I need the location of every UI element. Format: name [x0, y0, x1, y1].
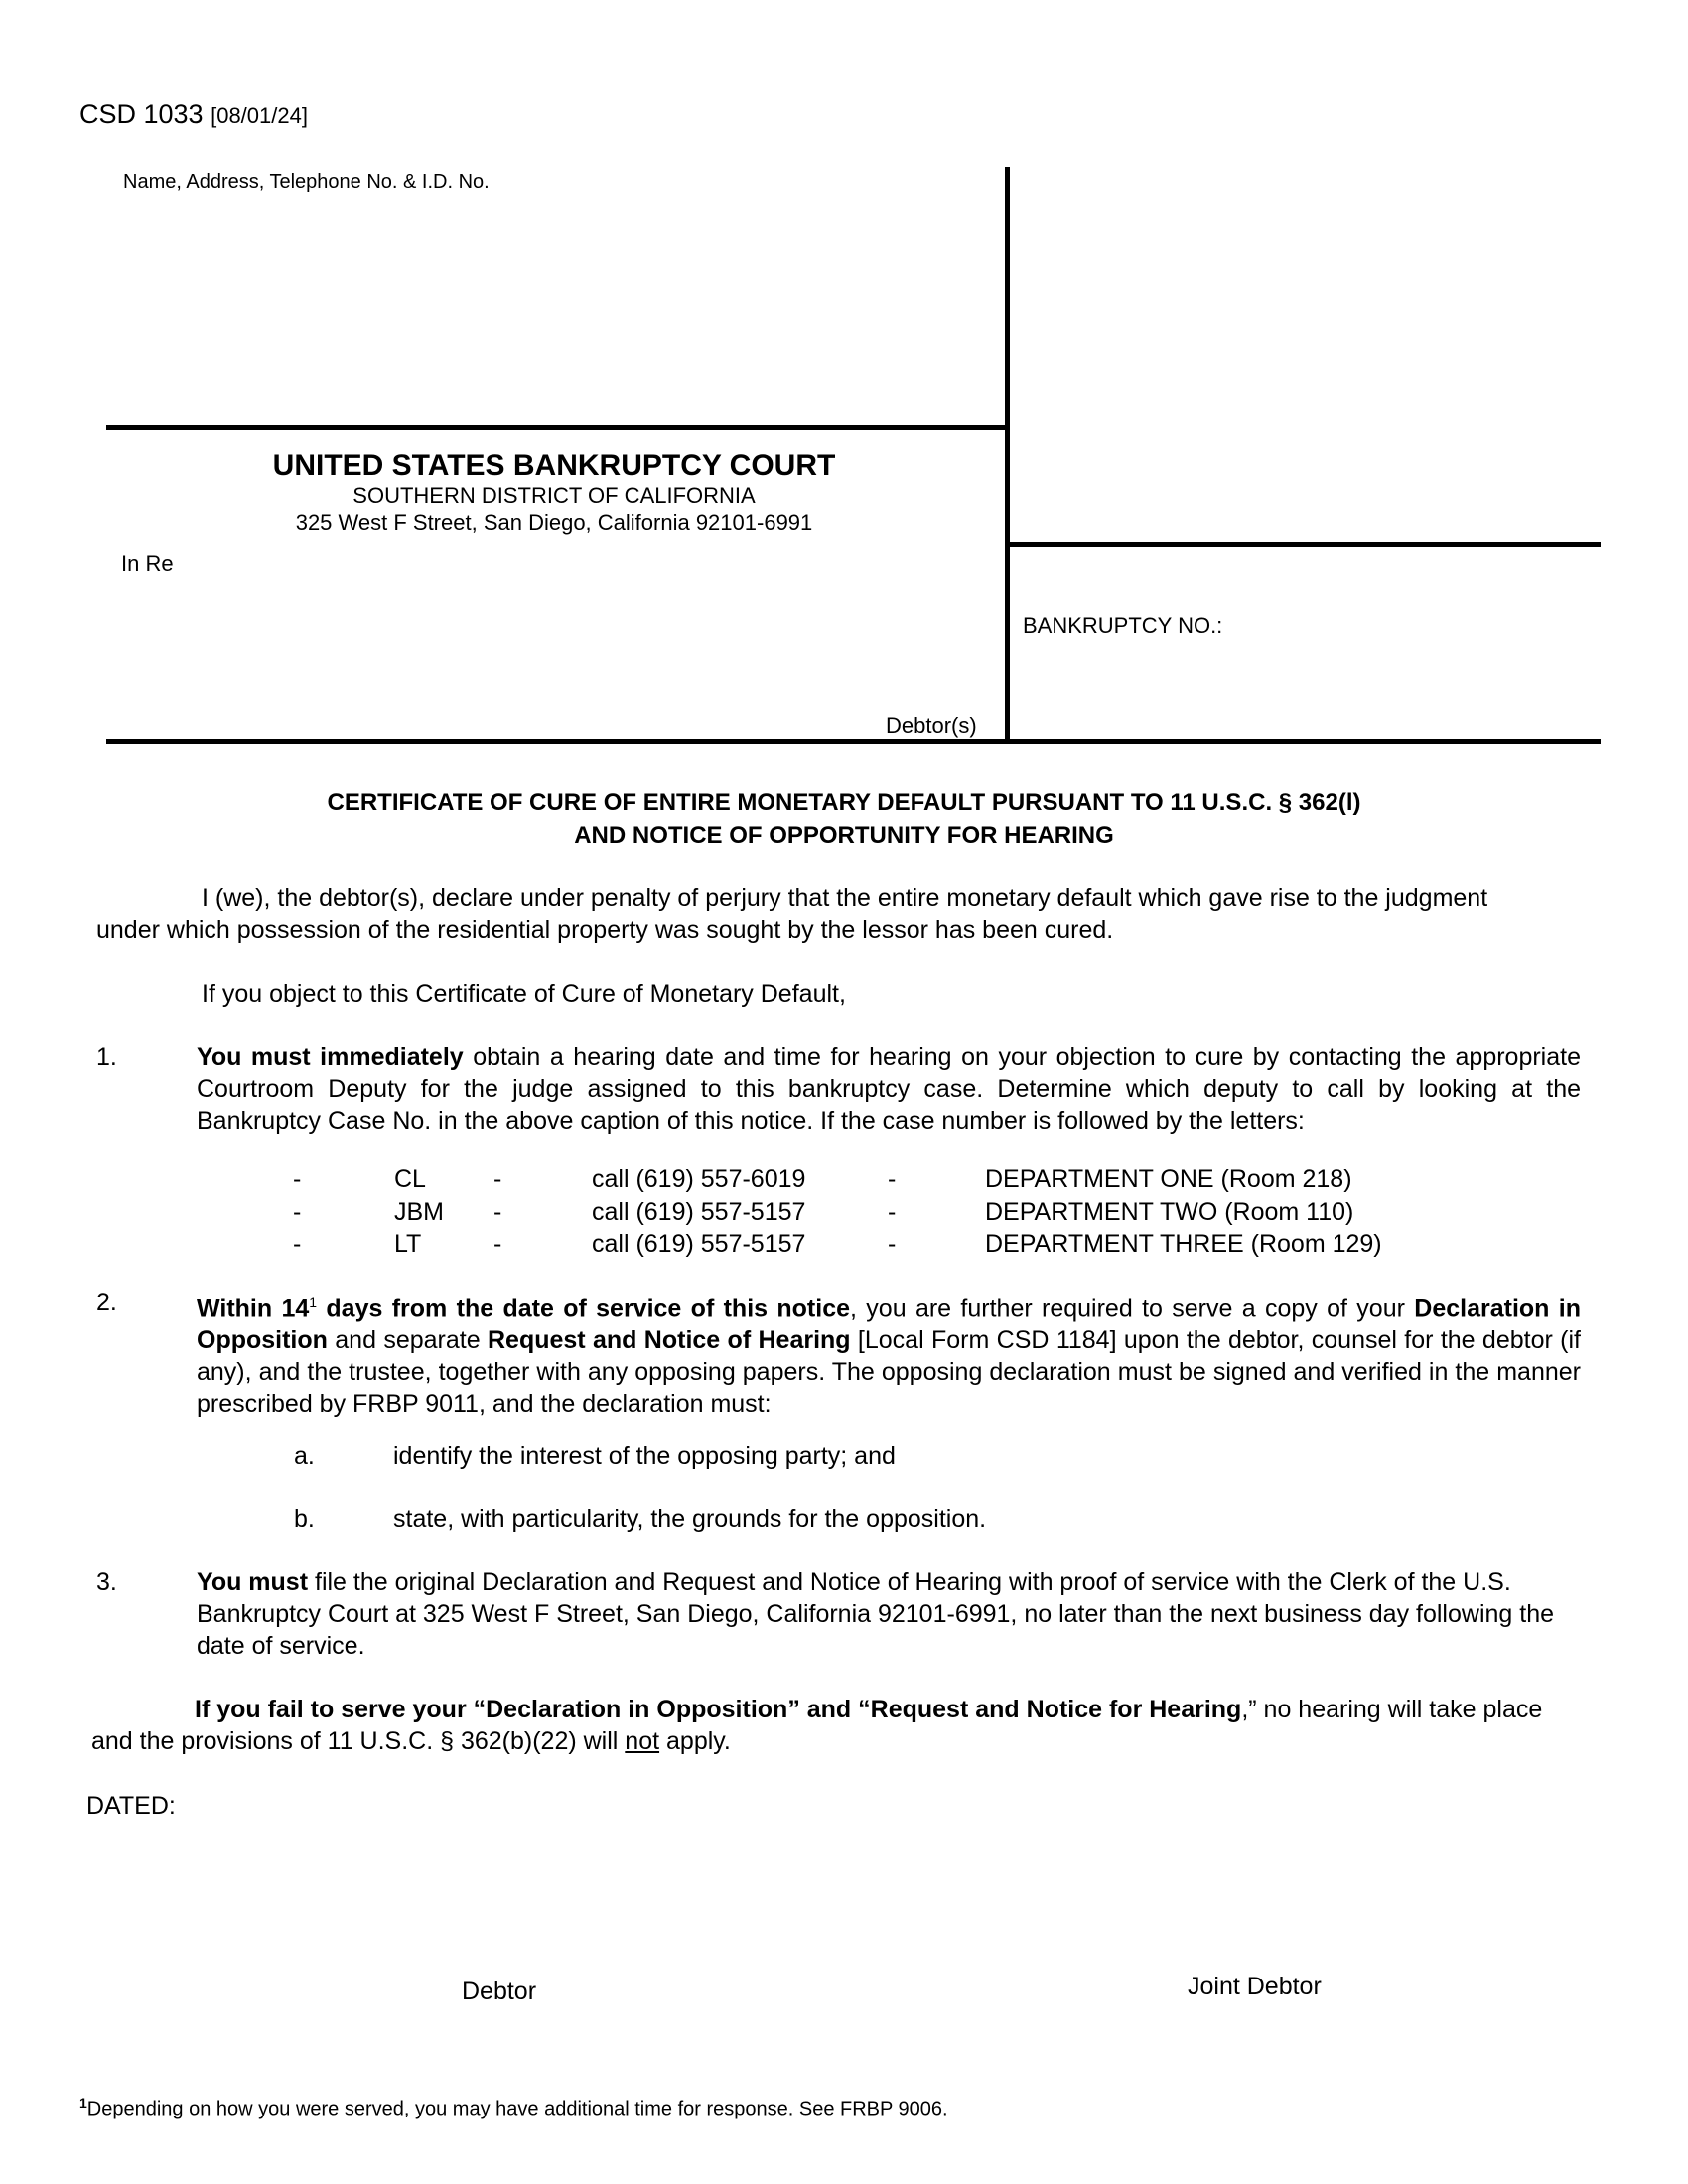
item-1-text: obtain a hearing date and time for hearing on your objection to cure by contacting the appropriate Courtroom Deputy for the judge assigned to this bankruptcy case. Determine which deputy to call by looking at the Bankruptcy Case No. in the above caption of this notice. If the case number is followed by the letters: [197, 1043, 1581, 1135]
warning-text-a: ,” no hearing will take place and the provisions of 11 U.S.C. § 362(b)(22) will [91, 1696, 1543, 1755]
court-district: SOUTHERN DISTRICT OF CALIFORNIA [352, 483, 756, 508]
dept-separator: - [888, 1230, 897, 1258]
dept-code: JBM [394, 1198, 444, 1226]
declaration-paragraph [96, 883, 1506, 946]
form-revision: [08/01/24] [211, 103, 308, 128]
debtor-signature-label: Debtor [462, 1978, 537, 2005]
caption-rule-top [106, 425, 1010, 430]
item-2-number: 2. [96, 1289, 117, 1316]
document-title-line2: AND NOTICE OF OPPORTUNITY FOR HEARING [574, 822, 1114, 849]
warning-underline: not [625, 1727, 660, 1755]
sub-item-b-letter: b. [294, 1505, 315, 1533]
caption-vertical-rule [1005, 167, 1010, 741]
department-row [0, 1165, 1688, 1197]
item-3-paragraph [197, 1567, 1581, 1662]
item-1-number: 1. [96, 1043, 117, 1071]
dept-phone: call (619) 557-6019 [592, 1165, 806, 1193]
department-row [0, 1230, 1688, 1262]
warning-paragraph [91, 1694, 1551, 1757]
caption-rule-bottom [106, 739, 1601, 744]
item-3-bold: You must [197, 1569, 309, 1596]
dept-code: LT [394, 1230, 422, 1258]
dept-name: DEPARTMENT TWO (Room 110) [985, 1198, 1354, 1226]
debtors-label: Debtor(s) [886, 713, 977, 738]
joint-debtor-signature-label: Joint Debtor [1188, 1973, 1322, 2000]
item-1-bold: You must immediately [197, 1043, 464, 1071]
court-name: UNITED STATES BANKRUPTCY COURT [272, 449, 836, 481]
item-3-text: file the original Declaration and Request and Notice of Hearing with proof of service with the Clerk of the U.S. Bankruptcy Court at 325 West F Street, San Diego, California 92101-6991, no later than the next business day following the date of service. [197, 1569, 1555, 1660]
item-2-text-b: and separate [327, 1326, 488, 1355]
form-number: CSD 1033 [79, 99, 204, 129]
dept-phone: call (619) 557-5157 [592, 1198, 806, 1226]
dept-separator: - [493, 1165, 502, 1193]
item-2-bold-c: Declaration in Opposition [197, 1295, 1581, 1355]
dept-dash: - [293, 1198, 302, 1226]
court-address: 325 West F Street, San Diego, California 92101-6991 [295, 510, 813, 535]
form-id [79, 99, 308, 130]
dated-label: DATED: [86, 1792, 176, 1820]
dept-name: DEPARTMENT ONE (Room 218) [985, 1165, 1352, 1193]
item-2-text-c: [Local Form CSD 1184] upon the debtor, counsel for the debtor (if any), and the trustee, together with any opposing papers. The opposing declaration must be signed and verified in the manner prescribed by FRBP 9011, and the declaration must: [197, 1326, 1581, 1419]
in-re-label: In Re [121, 551, 174, 576]
department-row [0, 1198, 1688, 1230]
objection-intro: If you object to this Certificate of Cure of Monetary Default, [202, 980, 846, 1008]
sub-item-b-text: state, with particularity, the grounds for the opposition. [393, 1505, 987, 1533]
document-title-line1: CERTIFICATE OF CURE OF ENTIRE MONETARY DEFAULT PURSUANT TO 11 U.S.C. § 362(l) [327, 789, 1361, 816]
dept-separator: - [888, 1198, 897, 1226]
dept-code: CL [394, 1165, 426, 1193]
sub-item-a-text: identify the interest of the opposing party; and [393, 1442, 896, 1470]
item-3-number: 3. [96, 1569, 117, 1596]
item-2-bold-a: Within 14 [197, 1295, 310, 1323]
dept-dash: - [293, 1230, 302, 1258]
dept-name: DEPARTMENT THREE (Room 129) [985, 1230, 1382, 1258]
dept-phone: call (619) 557-5157 [592, 1230, 806, 1258]
dept-separator: - [493, 1230, 502, 1258]
bankruptcy-no-label: BANKRUPTCY NO.: [1023, 614, 1223, 638]
declaration-text: I (we), the debtor(s), declare under penalty of perjury that the entire monetary default which gave rise to the judgment under which possession of the residential property was sought by the lessor has been cured. [96, 885, 1488, 944]
footnote-reference: 1 [309, 1295, 318, 1310]
item-2-bold-b: days from the date of service of this notice [317, 1295, 851, 1323]
dept-dash: - [293, 1165, 302, 1193]
item-2-paragraph [197, 1287, 1581, 1420]
sub-item-a-letter: a. [294, 1442, 315, 1470]
footnote-marker: 1 [79, 2095, 87, 2111]
name-address-label: Name, Address, Telephone No. & I.D. No. [123, 171, 490, 193]
dept-separator: - [888, 1165, 897, 1193]
dept-separator: - [493, 1198, 502, 1226]
item-2-bold-d: Request and Notice of Hearing [488, 1326, 851, 1355]
footnote-text: Depending on how you were served, you may have additional time for response. See FRBP 9006. [86, 2098, 948, 2120]
item-2-text-a: , you are further required to serve a copy of your [850, 1295, 1415, 1323]
warning-bold: If you fail to serve your “Declaration in Opposition” and “Request and Notice for Hearing [195, 1696, 1242, 1723]
item-1-paragraph [197, 1041, 1581, 1137]
footnote [79, 2095, 948, 2121]
warning-text-b: apply. [659, 1727, 731, 1755]
caption-rule-middle [1005, 542, 1601, 547]
